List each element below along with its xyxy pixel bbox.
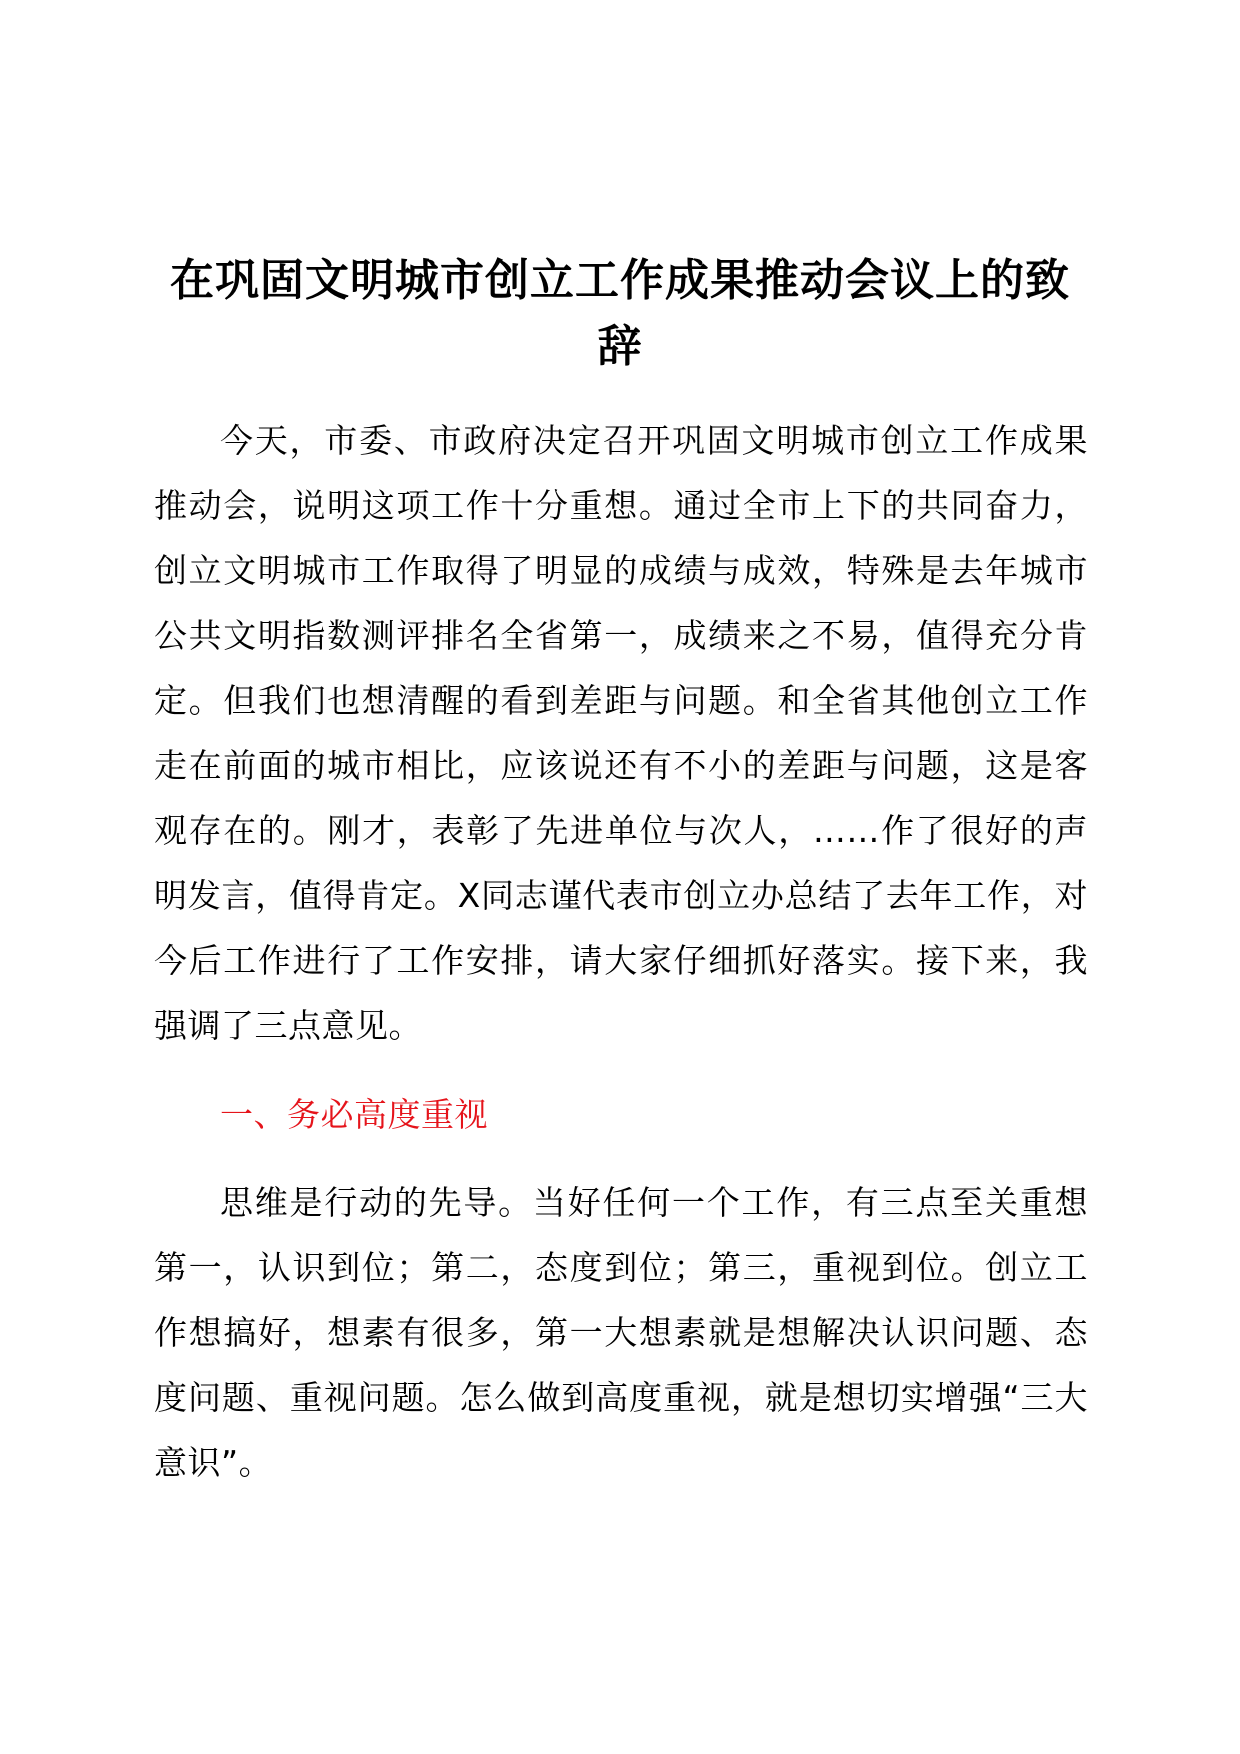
intro-paragraph: 今天，市委、市政府决定召开巩固文明城市创立工作成果推动会，说明这项工作十分重想。通过全市上下的共同奋力，创立文明城市工作取得了明显的成绩与成效，特殊是去年城市公共文明指数测评排名全省第一，成绩来之不易，值得充分肯定。但我们也想清醒的看到差距与问题。和全省其他创立工作走在前面的城市相比，应该说还有不小的差距与问题，这是客观存在的。刚才，表彰了先进单位与次人，……作了很好的声明发言，值得肯定。X同志谨代表市创立办总结了去年工作，对今后工作进行了工作安排，请大家仔细抓好落实。接下来，我强调了三点意见。 [154,421,1088,1045]
document-title: 在巩固文明城市创立工作成果推动会议上的致辞 [170,255,1070,372]
section-paragraph: 思维是行动的先导。当好任何一个工作，有三点至关重想第一，认识到位；第二，态度到位；第三，重视到位。创立工作想搞好，想素有很多，第一大想素就是想解决认识问题、态度问题、重视问题。怎么做到高度重视，就是想切实增强“三大意识”。 [154,1183,1088,1482]
section-heading: 一、务必高度重视 [220,1095,488,1134]
